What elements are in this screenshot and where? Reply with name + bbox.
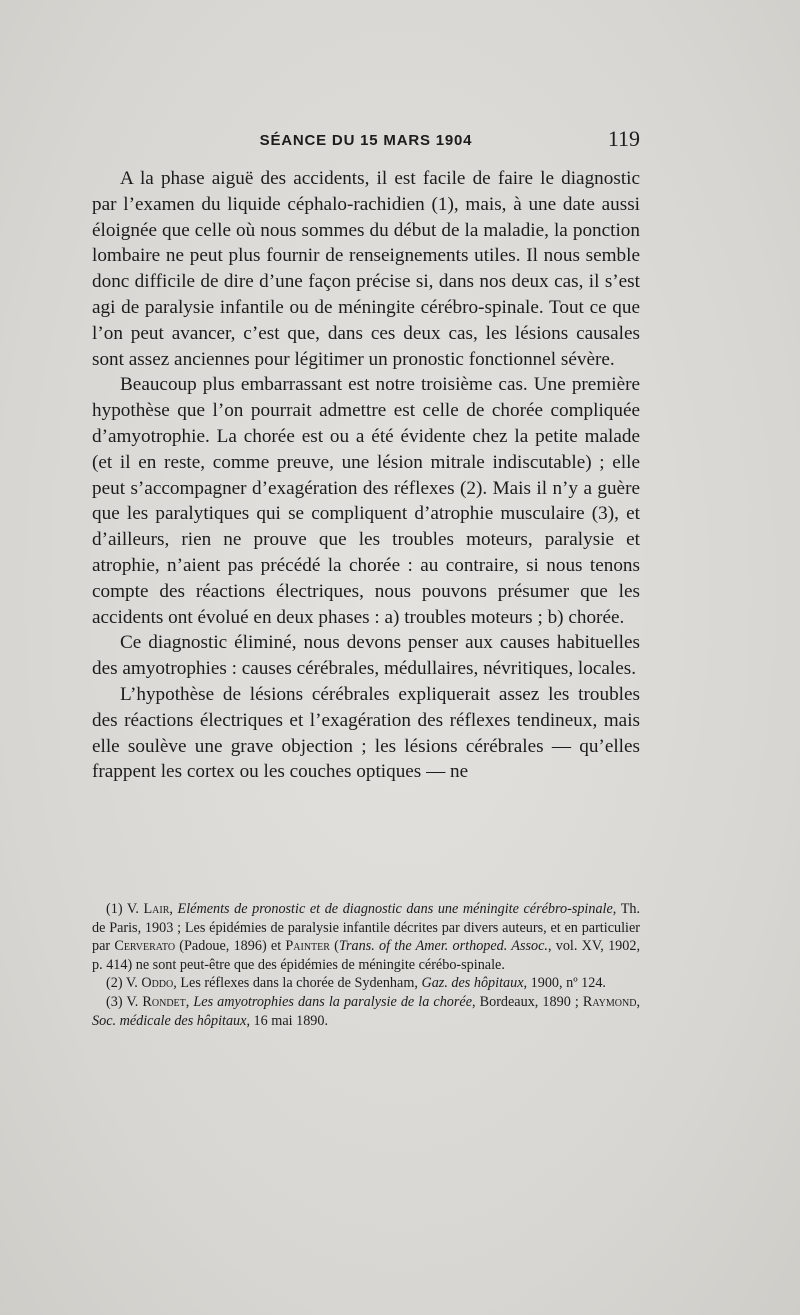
paragraph-1: A la phase aiguë des accidents, il est facile de faire le diagnostic par l’examen du liquide céphalo-rachidien (1), mais, à une date aussi éloignée que celle où nous sommes du début de la maladie, la ponction lombaire ne peut plus fournir de renseignements utiles. Il nous semble donc difficile de dire d’une façon précise si, dans nos deux cas, il s’est agi de paralysie infantile ou de méningite cérébro-spinale. Tout ce que l’on peut avancer, c’est que, dans ces deux cas, les lésions causales sont assez anciennes pour légitimer un pronostic fonctionnel sévère.: [92, 168, 640, 370]
running-title: SÉANCE DU 15 MARS 1904: [259, 132, 473, 149]
paragraph-2: Beaucoup plus embarrassant est notre troisième cas. Une première hypothèse que l’on pourrait admettre est celle de chorée compliquée d’amyotrophie. La chorée est ou a été évidente chez la petite malade (et il en reste, comme preuve, une lésion mitrale indiscutable) ; elle peut s’accompagner d’exagération des réflexes (2). Mais il n’y a guère que les paralytiques qui se compliquent d’atrophie musculaire (3), et d’ailleurs, rien ne prouve que les troubles moteurs, paralysie et atrophie, n’aient pas précédé la chorée : au contraire, si nous tenons compte des réactions électriques, nous pouvons présumer que les accidents ont évolué en deux phases : a) troubles moteurs ; b) chorée.: [92, 374, 640, 628]
paragraph-3: Ce diagnostic éliminé, nous devons penser aux causes habituelles des amyotrophies : causes cérébrales, médullaires, névritiques, locales.: [92, 632, 640, 680]
page-number: 119: [607, 126, 640, 151]
footnote-author: Lair: [143, 901, 170, 917]
page-header: [92, 124, 640, 160]
footnote-3: (3) V. Rondet, Les amyotrophies dans la paralysie de la chorée, Bordeaux, 1890 ; Raymond, Soc. médicale des hôpitaux, 16 mai 1890.: [92, 993, 640, 1029]
footnotes: [92, 900, 640, 1030]
footnote-2: (2) V. Oddo, Les réflexes dans la chorée de Sydenham, Gaz. des hôpitaux, 1900, nº 124.: [106, 975, 606, 992]
main-text: [92, 166, 640, 785]
paragraph-4: L’hypothèse de lésions cérébrales expliquerait assez les troubles des réactions électriques et l’exagération des réflexes tendineux, mais elle soulève une grave objection ; les lésions cérébrales — qu’elles frappent les cortex ou les couches optiques — ne: [92, 683, 640, 783]
footnote-title: Eléments de pronostic et de diagnostic dans une méningite cérébro-spinale: [177, 901, 613, 917]
footnote-1: (1) V. Lair, Eléments de pronostic et de diagnostic dans une méningite cérébro-spinale, Th. de Paris, 1903 ; Les épidémies de paralysie infantile décrites par divers auteurs, et en particulier par Cerverato (Padoue, 1896) et Painter (Trans. of the Amer. orthoped. Assoc., vol. XV, 1902, p. 414) ne sont peut-être que des épidémies de méningite cérébo-spinale.: [92, 901, 641, 973]
